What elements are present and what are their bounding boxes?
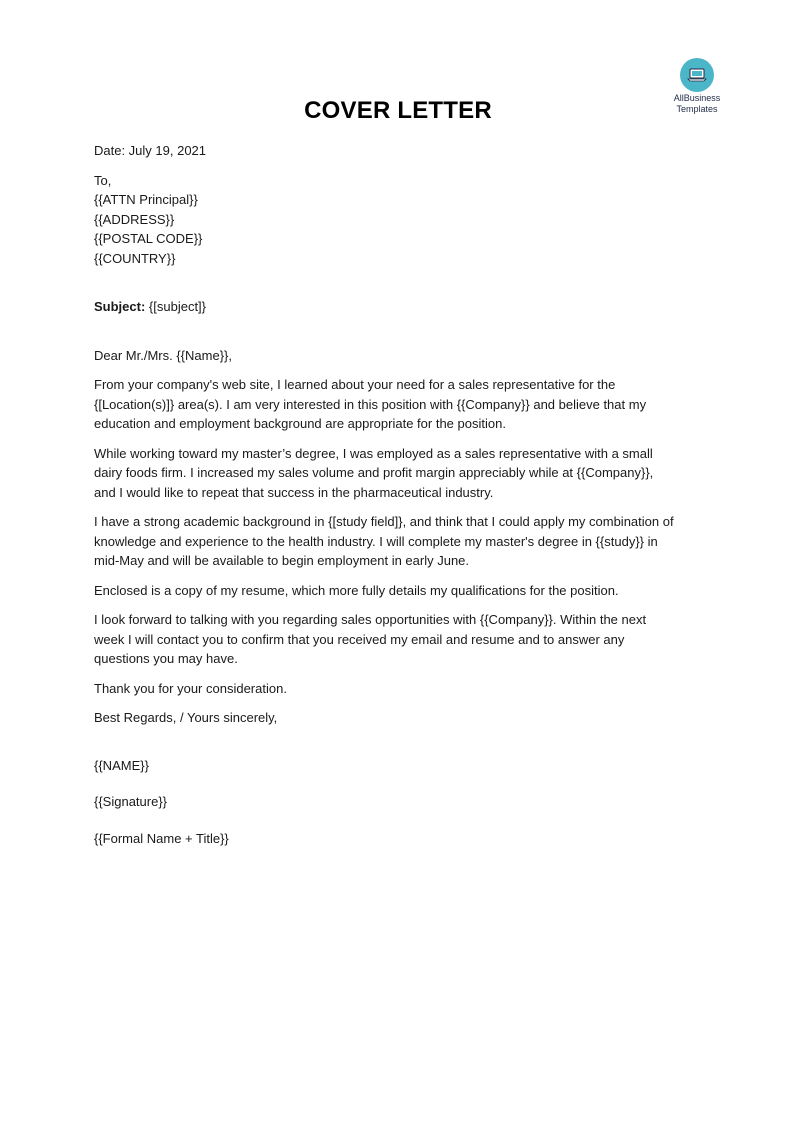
paragraph-experience [94,444,704,503]
paragraph-line: Enclosed is a copy of my resume, which more fully details my qualifications for the position. [94,582,619,598]
thanks-line: Thank you for your consideration. [94,680,287,696]
paragraph-line: mid-May and will be available to begin employment in early June. [94,553,470,568]
paragraph-line: While working toward my master’s degree, I was employed as a sales representative with a small [94,445,653,461]
paragraph-intro [94,375,704,434]
paragraph-line: questions you may have. [94,651,238,666]
letter-body [94,141,704,848]
paragraph-line: week I will contact you to confirm that you received my email and resume and to answer any [94,631,625,647]
paragraph-line: From your company's web site, I learned about your need for a sales representative for the [94,377,616,392]
paragraph-resume [94,581,704,601]
subject-value: {[subject]} [145,299,207,314]
logo-text-line1: AllBusiness [673,93,721,103]
logo-text-line2: Templates [676,104,718,114]
paragraph-line: knowledge and experience to the health industry. I will complete my master's degree in {{study}} in [94,533,658,549]
signature-name: {{NAME}} [94,757,149,773]
paragraph-line: {[Location(s)]} area(s). I am very interested in this position with {{Company}} and believe that my [94,396,647,412]
signature-formal-title: {{Formal Name + Title}} [94,830,229,846]
paragraph-line: I have a strong academic background in {[study field]}, and think that I could apply my combination of [94,514,674,529]
paragraph-background [94,512,704,571]
paragraph-followup [94,610,704,669]
regards-line: Best Regards, / Yours sincerely, [94,710,278,725]
greeting: Dear Mr./Mrs. {{Name}}, [94,347,232,363]
address-line-attn: {{ATTN Principal}} [94,192,198,207]
paragraph-line: I look forward to talking with you regarding sales opportunities with {{Company}}. Within the next [94,612,647,627]
page-title: COVER LETTER [304,97,492,124]
subject-label: Subject: [94,299,146,314]
recipient-address [94,171,704,269]
laptop-icon [680,58,714,92]
address-to: To, [94,172,112,188]
address-line-country: {{COUNTRY}} [94,250,176,266]
paragraph-line: education and employment background are appropriate for the position. [94,416,506,431]
paragraph-line: dairy foods firm. I increased my sales volume and profit margin appreciably while at {{Company}}, [94,465,654,480]
letter-date: Date: July 19, 2021 [94,143,207,158]
signature-placeholder: {{Signature}} [94,794,168,809]
address-line-address: {{ADDRESS}} [94,211,175,227]
subject-line [94,297,704,317]
paragraph-line: and I would like to repeat that success in the pharmaceutical industry. [94,484,494,500]
address-line-postal: {{POSTAL CODE}} [94,231,203,246]
logo-circle [680,58,714,92]
